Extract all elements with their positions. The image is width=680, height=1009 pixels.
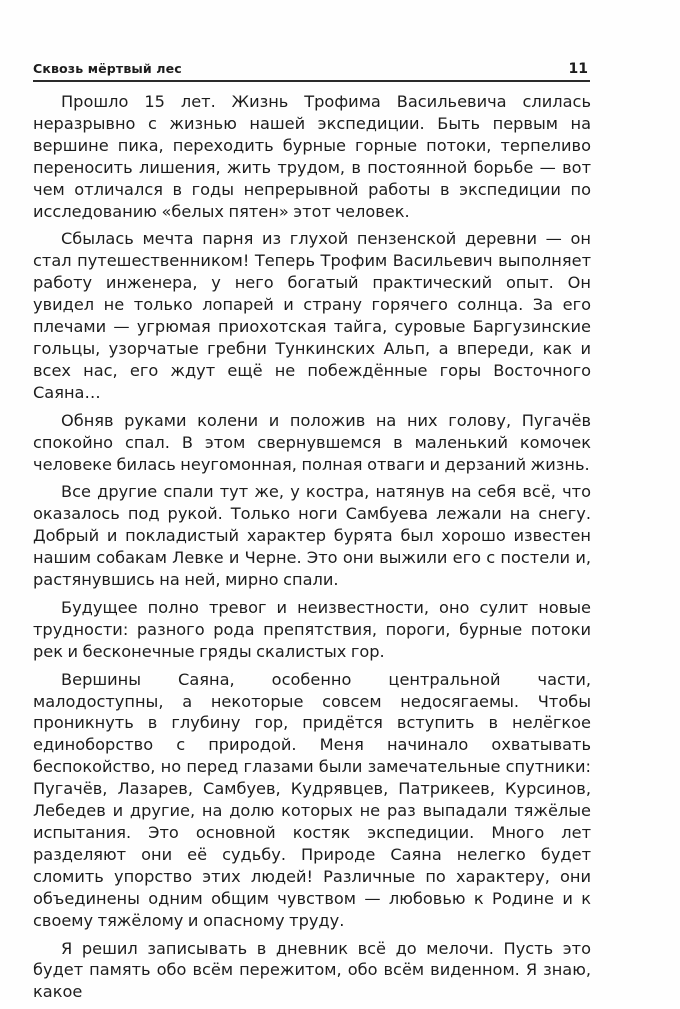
- running-title: Сквозь мёртвый лес: [33, 61, 182, 76]
- paragraph: Вершины Саяна, особенно центральной части, малодоступны, а некоторые совсем недосягаемы. Чтобы проникнуть в глубину гор, придётся вступить в нелёгкое единоборство с природой. Меня начинало охватывать беспокойство, но перед глазами были замечательные спутники: Пугачёв, Лазарев, Самбуев, Кудрявцев, Патрикеев, Курсинов, Лебедев и другие, на долю которых не раз выпадали тяжёлые испытания. Это основной костяк экспедиции. Много лет разделяют они её судьбу. Природе Саяна нелегко будет сломить упорство этих людей! Различные по характеру, они объединены одним общим чувством — любовью к Родине и к своему тяжёлому и опасному труду.: [33, 669, 591, 930]
- paragraph: Обняв руками колени и положив на них голову, Пугачёв спокойно спал. В этом свернувшемся в маленький комочек человеке билась неугомонная, полная отваги и дерзаний жизнь.: [33, 410, 591, 474]
- paragraph: Будущее полно тревог и неизвестности, оно сулит новые трудности: разного рода препятствия, пороги, бурные потоки рек и бесконечные гряды скалистых гор.: [33, 597, 591, 661]
- paragraph: Все другие спали тут же, у костра, натянув на себя всё, что оказалось под рукой. Только ноги Самбуева лежали на снегу. Добрый и покладистый характер бурята был хорошо известен нашим собакам Левке и Черне. Это они выжили его с постели и, растянувшись на ней, мирно спали.: [33, 482, 591, 590]
- paragraph: Прошло 15 лет. Жизнь Трофима Васильевича слилась неразрывно с жизнью нашей экспедиции. Быть первым на вершине пика, переходить бурные горные потоки, терпеливо переносить лишения, жить трудом, в постоянной борьбе — вот чем отличался в годы непрерывной работы в экспедиции по исследованию «белых пятен» этот человек.: [33, 92, 591, 221]
- paragraph: Я решил записывать в дневник всё до мелочи. Пусть это будет память обо всём пережитом, обо всём виденном. Я знаю, какое: [33, 938, 591, 1002]
- page-body: [33, 91, 591, 1009]
- page-number: 11: [568, 61, 588, 77]
- running-header: [33, 58, 590, 82]
- paragraph: Сбылась мечта парня из глухой пензенской деревни — он стал путешественником! Теперь Трофим Васильевич выполняет работу инженера, у него богатый практический опыт. Он увидел не только лопарей и страну горячего солнца. За его плечами — угрюмая приохотская тайга, суровые Баргузинские гольцы, узорчатые гребни Тункинских Альп, а впереди, как и всех нас, его ждут ещё не побеждённые горы Восточного Саяна…: [33, 229, 591, 402]
